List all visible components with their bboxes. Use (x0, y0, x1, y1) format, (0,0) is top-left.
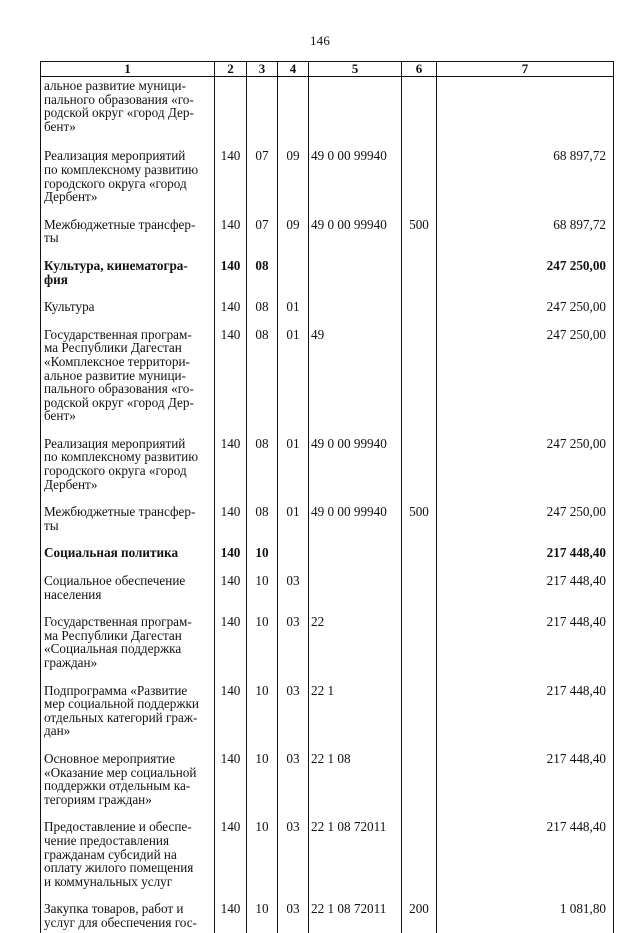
row-expense-type-cell (402, 259, 437, 300)
row-name-line: чение предоставления (44, 832, 170, 848)
row-name-line: поддержки отдельным ка- (44, 778, 191, 794)
row-amount-cell: 68 897,72 (437, 149, 614, 217)
row-amount-cell: 247 250,00 (437, 259, 614, 300)
row-subsection-cell: 03 (278, 820, 309, 902)
row-target-article-cell: 22 (309, 615, 402, 683)
row-section-cell: 10 (247, 615, 278, 683)
table-row (41, 259, 614, 300)
row-target-article-cell: 49 0 00 99940 (309, 505, 402, 546)
row-subsection-cell: 01 (278, 505, 309, 546)
row-admin-code-cell: 140 (215, 574, 247, 615)
row-name-line: Культура (44, 299, 95, 315)
row-expense-type-cell (402, 820, 437, 902)
row-target-article-cell (309, 546, 402, 574)
row-name-cell (41, 546, 215, 574)
row-admin-code-cell: 140 (215, 259, 247, 300)
column-header-5: 5 (309, 62, 402, 77)
row-expense-type-cell (402, 328, 437, 437)
row-name-line: Государственная програм- (44, 614, 192, 630)
row-amount-cell: 217 448,40 (437, 820, 614, 902)
row-name-line: Социальное обеспечение (44, 573, 186, 589)
row-expense-type-cell (402, 77, 437, 150)
row-section-cell (247, 77, 278, 150)
table-row (41, 684, 614, 752)
row-expense-type-cell (402, 574, 437, 615)
row-admin-code-cell: 140 (215, 300, 247, 328)
row-name-line: Реализация мероприятий (44, 435, 186, 451)
row-target-article-cell (309, 300, 402, 328)
table-row (41, 328, 614, 437)
row-name-line: по комплексному развитию (44, 449, 199, 465)
row-name-line: бент» (44, 408, 76, 424)
row-section-cell: 07 (247, 149, 278, 217)
row-name-line: Основное мероприятие (44, 750, 176, 766)
row-name-line: дан» (44, 723, 71, 739)
budget-table (40, 61, 614, 933)
row-subsection-cell: 03 (278, 615, 309, 683)
row-name-line: Государственная програм- (44, 326, 192, 342)
column-header-4: 4 (278, 62, 309, 77)
row-section-cell: 08 (247, 505, 278, 546)
row-name-line: «Комплексное территори- (44, 353, 190, 369)
row-name-line: альное развитие муници- (44, 367, 186, 383)
row-amount-cell: 217 448,40 (437, 615, 614, 683)
row-target-article-cell (309, 574, 402, 615)
row-target-article-cell (309, 77, 402, 150)
row-admin-code-cell: 140 (215, 902, 247, 932)
row-name-line: Предоставление и обеспе- (44, 819, 192, 835)
row-name-cell (41, 820, 215, 902)
row-subsection-cell: 03 (278, 574, 309, 615)
row-subsection-cell: 01 (278, 437, 309, 505)
row-name-line: фия (44, 271, 68, 287)
row-name-line: гражданам субсидий на (44, 846, 177, 862)
row-name-line: Дербент» (44, 476, 98, 492)
row-subsection-cell (278, 77, 309, 150)
row-expense-type-cell: 200 (402, 902, 437, 932)
row-name-line: пального образования «го- (44, 381, 194, 397)
row-name-line: населения (44, 586, 102, 602)
header-row (41, 62, 614, 77)
row-name-line: Социальная политика (44, 545, 179, 561)
table-row (41, 77, 614, 150)
row-section-cell: 10 (247, 820, 278, 902)
row-name-line: услуг для обеспечения гос- (44, 914, 197, 930)
row-name-cell (41, 574, 215, 615)
row-name-cell (41, 615, 215, 683)
row-name-line: городского округа «город (44, 463, 187, 479)
row-expense-type-cell (402, 149, 437, 217)
row-section-cell: 10 (247, 574, 278, 615)
row-amount-cell: 217 448,40 (437, 574, 614, 615)
row-amount-cell (437, 77, 614, 150)
row-name-cell (41, 328, 215, 437)
row-expense-type-cell (402, 300, 437, 328)
row-amount-cell: 217 448,40 (437, 684, 614, 752)
column-header-1: 1 (41, 62, 215, 77)
row-subsection-cell: 03 (278, 684, 309, 752)
table-row (41, 546, 614, 574)
row-name-line: «Социальная поддержка (44, 641, 182, 657)
row-admin-code-cell: 140 (215, 820, 247, 902)
row-subsection-cell (278, 259, 309, 300)
row-target-article-cell: 22 1 (309, 684, 402, 752)
row-admin-code-cell: 140 (215, 328, 247, 437)
row-name-line: бент» (44, 118, 76, 134)
row-admin-code-cell (215, 77, 247, 150)
row-target-article-cell: 49 0 00 99940 (309, 149, 402, 217)
row-name-line: Подпрограмма «Развитие (44, 682, 188, 698)
row-name-cell (41, 149, 215, 217)
row-name-line: ты (44, 230, 59, 246)
row-name-cell (41, 218, 215, 259)
row-section-cell: 07 (247, 218, 278, 259)
row-name-line: Дербент» (44, 189, 98, 205)
row-section-cell: 10 (247, 546, 278, 574)
row-subsection-cell: 01 (278, 328, 309, 437)
column-header-7: 7 (437, 62, 614, 77)
row-target-article-cell (309, 259, 402, 300)
row-subsection-cell: 03 (278, 752, 309, 820)
table-row (41, 300, 614, 328)
row-section-cell: 08 (247, 259, 278, 300)
row-name-cell (41, 259, 215, 300)
row-admin-code-cell: 140 (215, 218, 247, 259)
row-expense-type-cell: 500 (402, 218, 437, 259)
table-row (41, 902, 614, 932)
row-section-cell: 08 (247, 300, 278, 328)
row-name-cell (41, 684, 215, 752)
column-header-6: 6 (402, 62, 437, 77)
row-name-line: мер социальной поддержки (44, 696, 199, 712)
table-body (41, 77, 614, 933)
row-name-line: Закупка товаров, работ и (44, 901, 184, 917)
row-name-line: граждан» (44, 655, 98, 670)
table-row (41, 820, 614, 902)
table-row (41, 437, 614, 505)
row-amount-cell: 217 448,40 (437, 752, 614, 820)
row-amount-cell: 247 250,00 (437, 328, 614, 437)
row-name-line: альное развитие муници- (44, 78, 186, 93)
row-target-article-cell: 49 (309, 328, 402, 437)
row-name-line: «Оказание мер социальной (44, 764, 197, 780)
row-subsection-cell (278, 546, 309, 574)
table-row (41, 149, 614, 217)
table-row (41, 505, 614, 546)
row-name-cell (41, 77, 215, 150)
row-name-line: отдельных категорий граж- (44, 709, 198, 725)
row-section-cell: 08 (247, 328, 278, 437)
row-subsection-cell: 09 (278, 149, 309, 217)
row-name-line: ма Республики Дагестан (44, 340, 182, 356)
row-section-cell: 10 (247, 752, 278, 820)
row-target-article-cell: 49 0 00 99940 (309, 218, 402, 259)
row-expense-type-cell (402, 437, 437, 505)
table-header (41, 62, 614, 77)
row-target-article-cell: 22 1 08 72011 (309, 820, 402, 902)
row-name-cell (41, 505, 215, 546)
column-header-2: 2 (215, 62, 247, 77)
row-section-cell: 10 (247, 684, 278, 752)
row-amount-cell: 247 250,00 (437, 300, 614, 328)
row-admin-code-cell: 140 (215, 149, 247, 217)
row-name-cell (41, 902, 215, 932)
row-name-cell (41, 752, 215, 820)
row-amount-cell: 247 250,00 (437, 437, 614, 505)
row-name-line: тегориям граждан» (44, 791, 152, 807)
table-row (41, 218, 614, 259)
row-name-line: оплату жилого помещения (44, 860, 194, 876)
row-name-line: Межбюджетные трансфер- (44, 216, 196, 232)
row-target-article-cell: 22 1 08 (309, 752, 402, 820)
row-name-line: и коммунальных услуг (44, 873, 173, 889)
row-admin-code-cell: 140 (215, 505, 247, 546)
table-row (41, 752, 614, 820)
row-admin-code-cell: 140 (215, 684, 247, 752)
row-subsection-cell: 09 (278, 218, 309, 259)
row-name-line: городского округа «город (44, 175, 187, 191)
row-amount-cell: 217 448,40 (437, 546, 614, 574)
row-target-article-cell: 22 1 08 72011 (309, 902, 402, 932)
row-name-line: родской округ «город Дер- (44, 105, 194, 121)
column-header-3: 3 (247, 62, 278, 77)
row-name-line: ты (44, 517, 59, 533)
table-row (41, 615, 614, 683)
row-subsection-cell: 01 (278, 300, 309, 328)
row-name-line: по комплексному развитию (44, 161, 199, 177)
row-target-article-cell: 49 0 00 99940 (309, 437, 402, 505)
row-admin-code-cell: 140 (215, 546, 247, 574)
row-admin-code-cell: 140 (215, 437, 247, 505)
row-name-line: ма Республики Дагестан (44, 627, 182, 643)
row-expense-type-cell: 500 (402, 505, 437, 546)
row-amount-cell: 1 081,80 (437, 902, 614, 932)
row-name-cell (41, 437, 215, 505)
row-name-line: Культура, кинематогра- (44, 257, 188, 273)
row-expense-type-cell (402, 684, 437, 752)
row-admin-code-cell: 140 (215, 752, 247, 820)
row-section-cell: 10 (247, 902, 278, 932)
row-name-line: Межбюджетные трансфер- (44, 504, 196, 520)
row-expense-type-cell (402, 546, 437, 574)
page-number: 146 (309, 33, 331, 48)
row-name-line: Реализация мероприятий (44, 148, 186, 164)
row-amount-cell: 68 897,72 (437, 218, 614, 259)
row-name-line: родской округ «город Дер- (44, 394, 194, 410)
row-name-line: пального образования «го- (44, 91, 194, 107)
row-expense-type-cell (402, 752, 437, 820)
table-row (41, 574, 614, 615)
row-name-cell (41, 300, 215, 328)
row-expense-type-cell (402, 615, 437, 683)
row-section-cell: 08 (247, 437, 278, 505)
row-subsection-cell: 03 (278, 902, 309, 932)
row-amount-cell: 247 250,00 (437, 505, 614, 546)
row-admin-code-cell: 140 (215, 615, 247, 683)
